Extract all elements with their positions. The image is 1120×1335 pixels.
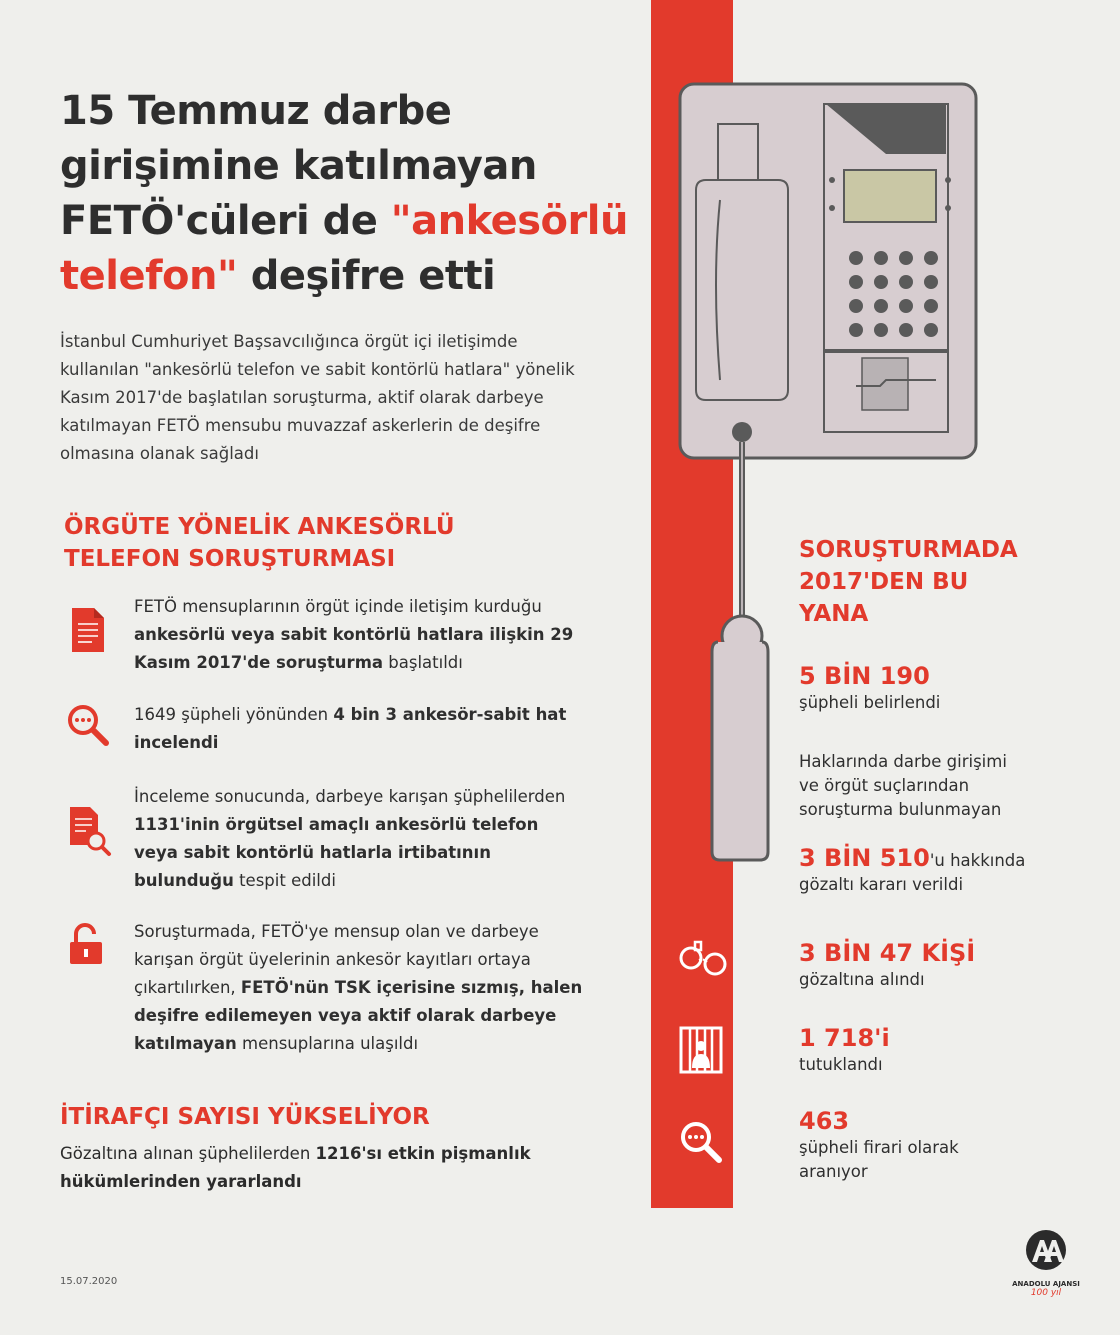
section-heading-line-1: ÖRGÜTE YÖNELİK ANKESÖRLÜ xyxy=(64,514,455,540)
logo-text: ANADOLU AJANSI xyxy=(1012,1280,1080,1288)
date-label: 15.07.2020 xyxy=(60,1276,118,1287)
list-item xyxy=(134,593,584,677)
title-line-4-part-a: telefon" xyxy=(60,253,238,299)
title-line-4-part-b: deşifre etti xyxy=(237,253,496,299)
item-text: mensuplarına ulaşıldı xyxy=(236,1034,419,1053)
stat-suffix: 'u hakkında xyxy=(929,851,1026,870)
stat-number: 5 BİN 190 xyxy=(799,662,930,690)
stat-number: 3 BİN 47 KİŞİ xyxy=(799,939,976,967)
title-line-3-part-a: FETÖ'cüleri de xyxy=(60,198,391,244)
right-heading xyxy=(799,534,1059,630)
list-item xyxy=(134,701,584,757)
stat-number: 1 718'i xyxy=(799,1024,890,1052)
section-heading-line-2: TELEFON SORUŞTURMASI xyxy=(64,546,396,572)
confessors-text xyxy=(60,1140,560,1196)
magnifier-icon xyxy=(677,1118,725,1166)
item-text: başlatıldı xyxy=(383,653,463,672)
stat-arrested xyxy=(799,1023,890,1077)
stat-label: şüpheli belirlendi xyxy=(799,693,941,712)
page-title xyxy=(60,84,640,304)
stat-number: 463 xyxy=(799,1107,850,1135)
right-heading-line-3: YANA xyxy=(799,601,869,627)
item-text: tespit edildi xyxy=(233,871,336,890)
stat-number: 3 BİN 510 xyxy=(799,844,930,872)
item-bold-text: 1131'inin örgütsel amaçlı ankesörlü telefon veya sabit kontörlü hatlarla irtibatının bulunduğu xyxy=(134,815,539,890)
stat-fugitive xyxy=(799,1106,959,1184)
note-line-2: ve örgüt suçlarından xyxy=(799,776,970,795)
title-line-1: 15 Temmuz darbe xyxy=(60,88,452,134)
section-heading-confessors: İTİRAFÇI SAYISI YÜKSELİYOR xyxy=(60,1104,430,1130)
magnifier-icon xyxy=(66,703,110,747)
stat-suspects xyxy=(799,661,940,715)
stat-label-line-1: şüpheli firari olarak xyxy=(799,1138,959,1157)
stat-detained xyxy=(799,938,975,992)
item-bold-text: FETÖ'nün TSK içerisine sızmış, halen deşifre edilemeyen veya aktif olarak darbeye katılmayan xyxy=(134,978,583,1053)
item-text: 1649 şüpheli yönünden xyxy=(134,705,334,724)
section-heading-investigation xyxy=(64,511,564,575)
title-line-2: girişimine katılmayan xyxy=(60,143,537,189)
title-line-3 xyxy=(60,194,640,249)
intro-paragraph: İstanbul Cumhuriyet Başsavcılığınca örgüt içi iletişimde kullanılan "ankesörlü telefon ve sabit kontörlü hatlara" yönelik Kasım 2017'de başlatılan soruşturma, aktif olarak darbeye katılmayan FETÖ mensubu muvazzaf askerlerin de deşifre olmasına olanak sağladı xyxy=(60,332,575,463)
stat-label: tutuklandı xyxy=(799,1055,883,1074)
item-text: FETÖ mensuplarının örgüt içinde iletişim kurduğu xyxy=(134,597,542,616)
stat-label: gözaltına alındı xyxy=(799,970,925,989)
stat-label: gözaltı kararı verildi xyxy=(799,875,964,894)
confessors-text-bold: 1216'sı etkin pişmanlık hükümlerinden yararlandı xyxy=(60,1144,531,1191)
note-line-1: Haklarında darbe girişimi xyxy=(799,752,1007,771)
document-search-icon xyxy=(66,805,110,849)
anadolu-ajansi-logo xyxy=(1010,1228,1082,1308)
document-icon xyxy=(66,606,110,650)
list-item xyxy=(134,783,584,895)
item-text: İnceleme sonucunda, darbeye karışan şüphelilerden xyxy=(134,787,566,806)
item-text: Soruşturmada, FETÖ'ye mensup olan ve darbeye karışan örgüt üyelerinin ankesör kayıtları ortaya çıkartılırken, xyxy=(134,922,539,997)
logo-anniversary: 100 yıl xyxy=(1030,1288,1062,1298)
right-heading-line-1: SORUŞTURMADA xyxy=(799,537,1018,563)
title-line-4 xyxy=(60,249,640,304)
prison-icon xyxy=(677,1024,725,1072)
confessors-text-plain: Gözaltına alınan şüphelilerden xyxy=(60,1144,316,1163)
stat-detention-orders xyxy=(799,843,1025,897)
list-item xyxy=(134,918,584,1058)
right-heading-line-2: 2017'DEN BU xyxy=(799,569,969,595)
handcuffs-icon xyxy=(677,930,725,978)
item-bold-text: ankesörlü veya sabit kontörlü hatlara ilişkin 29 Kasım 2017'de soruşturma xyxy=(134,625,574,672)
note-no-investigation xyxy=(799,750,1007,822)
note-line-3: soruşturma bulunmayan xyxy=(799,800,1002,819)
item-bold-text: 4 bin 3 ankesör-sabit hat incelendi xyxy=(134,705,567,752)
aa-logo-mark xyxy=(1010,1228,1082,1280)
unlock-icon xyxy=(66,922,110,966)
title-line-3-part-b: "ankesörlü xyxy=(390,198,628,244)
stat-label-line-2: aranıyor xyxy=(799,1162,868,1181)
